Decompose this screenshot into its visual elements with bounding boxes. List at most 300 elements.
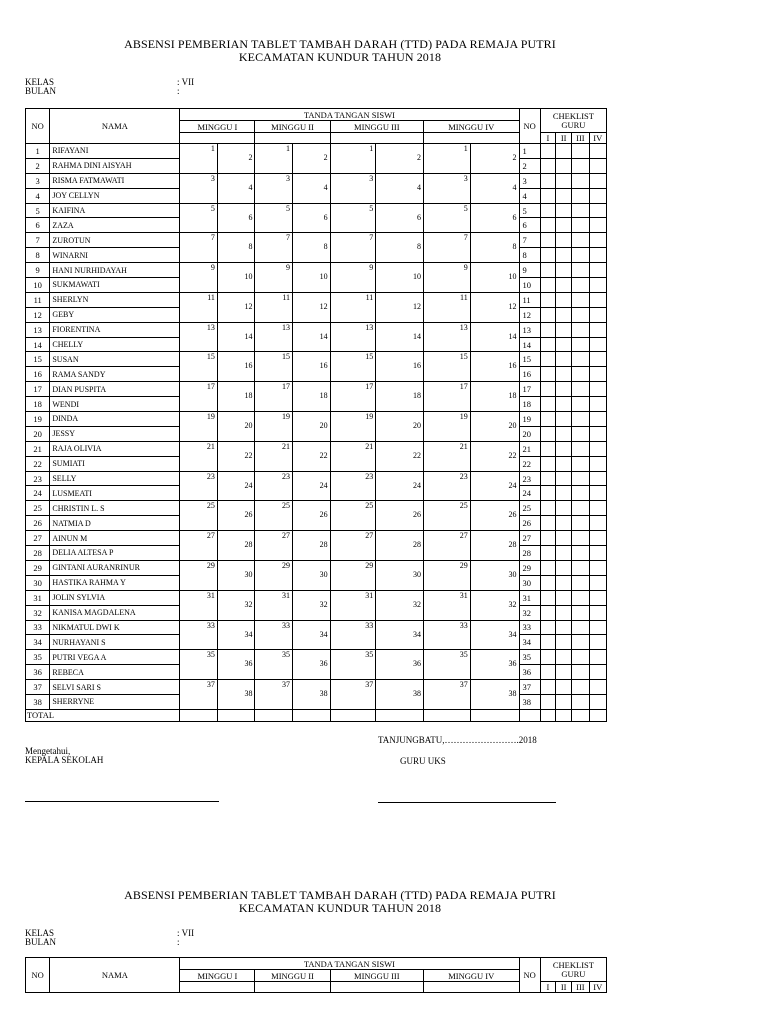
signature-cell-even[interactable] [376,680,424,710]
signature-cell-odd[interactable] [330,620,376,650]
checklist-cell[interactable] [589,546,606,561]
signature-cell-odd[interactable] [424,531,471,561]
checklist-cell[interactable] [556,575,572,590]
signature-cell-odd[interactable] [255,560,293,590]
checklist-cell[interactable] [540,144,555,159]
checklist-cell[interactable] [572,292,589,307]
checklist-cell[interactable] [589,203,606,218]
signature-cell-odd[interactable] [424,441,471,471]
checklist-cell[interactable] [572,456,589,471]
signature-cell-even[interactable] [376,471,424,501]
checklist-cell[interactable] [556,188,572,203]
signature-cell-odd[interactable] [180,620,218,650]
checklist-cell[interactable] [556,605,572,620]
checklist-cell[interactable] [556,560,572,575]
signature-cell-odd[interactable] [424,650,471,680]
checklist-cell[interactable] [540,694,555,709]
signature-cell-even[interactable] [217,620,255,650]
checklist-cell[interactable] [540,456,555,471]
signature-cell-even[interactable] [217,263,255,293]
signature-cell-odd[interactable] [424,560,471,590]
signature-cell-even[interactable] [217,144,255,174]
checklist-cell[interactable] [572,322,589,337]
checklist-cell[interactable] [589,531,606,546]
checklist-cell[interactable] [540,337,555,352]
checklist-cell[interactable] [540,158,555,173]
signature-cell-odd[interactable] [180,531,218,561]
checklist-cell[interactable] [540,665,555,680]
checklist-cell[interactable] [589,665,606,680]
checklist-cell[interactable] [572,278,589,293]
signature-cell-odd[interactable] [180,173,218,203]
signature-cell-even[interactable] [376,203,424,233]
checklist-cell[interactable] [540,412,555,427]
checklist-cell[interactable] [540,501,555,516]
signature-cell-even[interactable] [376,560,424,590]
checklist-cell[interactable] [540,188,555,203]
signature-cell-odd[interactable] [330,650,376,680]
checklist-cell[interactable] [540,278,555,293]
signature-cell-even[interactable] [293,352,331,382]
signature-cell-even[interactable] [293,650,331,680]
signature-cell-odd[interactable] [424,173,471,203]
checklist-cell[interactable] [556,158,572,173]
signature-cell-odd[interactable] [424,471,471,501]
signature-cell-odd[interactable] [180,352,218,382]
signature-cell-odd[interactable] [180,560,218,590]
signature-cell-even[interactable] [293,292,331,322]
checklist-cell[interactable] [589,605,606,620]
checklist-cell[interactable] [589,382,606,397]
checklist-cell[interactable] [556,441,572,456]
checklist-cell[interactable] [572,307,589,322]
signature-cell-even[interactable] [217,233,255,263]
signature-cell-even[interactable] [217,173,255,203]
checklist-cell[interactable] [556,233,572,248]
signature-cell-odd[interactable] [330,292,376,322]
signature-cell-odd[interactable] [255,382,293,412]
signature-cell-odd[interactable] [255,680,293,710]
checklist-cell[interactable] [540,173,555,188]
signature-cell-even[interactable] [293,412,331,442]
signature-cell-even[interactable] [470,292,519,322]
signature-cell-odd[interactable] [424,292,471,322]
signature-cell-odd[interactable] [180,441,218,471]
signature-cell-odd[interactable] [180,412,218,442]
signature-cell-odd[interactable] [424,620,471,650]
checklist-cell[interactable] [556,382,572,397]
checklist-cell[interactable] [589,620,606,635]
checklist-cell[interactable] [540,248,555,263]
signature-cell-odd[interactable] [255,620,293,650]
checklist-cell[interactable] [572,516,589,531]
checklist-cell[interactable] [572,605,589,620]
checklist-cell[interactable] [589,397,606,412]
checklist-cell[interactable] [540,426,555,441]
checklist-cell[interactable] [540,635,555,650]
checklist-cell[interactable] [589,263,606,278]
signature-cell-odd[interactable] [255,590,293,620]
signature-cell-even[interactable] [376,441,424,471]
checklist-cell[interactable] [589,218,606,233]
checklist-cell[interactable] [572,263,589,278]
signature-cell-even[interactable] [376,590,424,620]
signature-cell-odd[interactable] [424,203,471,233]
checklist-cell[interactable] [589,575,606,590]
checklist-cell[interactable] [540,620,555,635]
checklist-cell[interactable] [556,531,572,546]
checklist-cell[interactable] [589,173,606,188]
checklist-cell[interactable] [556,278,572,293]
signature-cell-odd[interactable] [180,144,218,174]
signature-cell-even[interactable] [217,441,255,471]
signature-cell-odd[interactable] [180,501,218,531]
checklist-cell[interactable] [556,620,572,635]
signature-cell-even[interactable] [376,382,424,412]
checklist-cell[interactable] [572,620,589,635]
checklist-cell[interactable] [556,635,572,650]
checklist-cell[interactable] [540,486,555,501]
signature-cell-even[interactable] [470,441,519,471]
checklist-cell[interactable] [589,635,606,650]
checklist-cell[interactable] [572,590,589,605]
checklist-cell[interactable] [572,426,589,441]
signature-cell-even[interactable] [376,233,424,263]
signature-cell-even[interactable] [470,144,519,174]
checklist-cell[interactable] [572,635,589,650]
checklist-cell[interactable] [556,263,572,278]
checklist-cell[interactable] [556,516,572,531]
signature-cell-odd[interactable] [424,322,471,352]
checklist-cell[interactable] [540,650,555,665]
checklist-cell[interactable] [572,665,589,680]
signature-cell-even[interactable] [293,322,331,352]
checklist-cell[interactable] [540,516,555,531]
checklist-cell[interactable] [540,218,555,233]
checklist-cell[interactable] [589,456,606,471]
signature-cell-even[interactable] [293,501,331,531]
checklist-cell[interactable] [589,650,606,665]
checklist-cell[interactable] [540,560,555,575]
checklist-cell[interactable] [556,412,572,427]
signature-cell-odd[interactable] [424,263,471,293]
checklist-cell[interactable] [556,173,572,188]
signature-cell-odd[interactable] [180,471,218,501]
signature-cell-even[interactable] [470,531,519,561]
signature-cell-odd[interactable] [330,501,376,531]
checklist-cell[interactable] [540,352,555,367]
signature-cell-even[interactable] [376,412,424,442]
signature-cell-odd[interactable] [330,263,376,293]
signature-cell-odd[interactable] [330,382,376,412]
checklist-cell[interactable] [572,501,589,516]
signature-cell-even[interactable] [293,590,331,620]
checklist-cell[interactable] [556,694,572,709]
checklist-cell[interactable] [572,412,589,427]
checklist-cell[interactable] [540,397,555,412]
signature-cell-odd[interactable] [255,144,293,174]
checklist-cell[interactable] [540,531,555,546]
signature-cell-odd[interactable] [180,680,218,710]
signature-cell-even[interactable] [470,501,519,531]
checklist-cell[interactable] [589,367,606,382]
signature-cell-odd[interactable] [180,233,218,263]
signature-cell-odd[interactable] [330,352,376,382]
checklist-cell[interactable] [556,471,572,486]
signature-cell-even[interactable] [217,352,255,382]
signature-cell-odd[interactable] [330,144,376,174]
signature-cell-even[interactable] [293,144,331,174]
checklist-cell[interactable] [556,426,572,441]
checklist-cell[interactable] [556,665,572,680]
signature-cell-odd[interactable] [424,590,471,620]
checklist-cell[interactable] [589,144,606,159]
signature-cell-even[interactable] [217,531,255,561]
signature-cell-even[interactable] [217,292,255,322]
signature-cell-even[interactable] [217,203,255,233]
checklist-cell[interactable] [572,188,589,203]
signature-cell-odd[interactable] [424,501,471,531]
checklist-cell[interactable] [572,471,589,486]
signature-cell-even[interactable] [293,560,331,590]
signature-cell-even[interactable] [293,203,331,233]
checklist-cell[interactable] [540,441,555,456]
signature-cell-odd[interactable] [330,531,376,561]
checklist-cell[interactable] [589,307,606,322]
checklist-cell[interactable] [556,546,572,561]
signature-cell-odd[interactable] [330,441,376,471]
signature-cell-even[interactable] [470,352,519,382]
signature-cell-even[interactable] [376,173,424,203]
signature-cell-even[interactable] [470,263,519,293]
checklist-cell[interactable] [589,158,606,173]
signature-cell-even[interactable] [293,680,331,710]
signature-cell-odd[interactable] [180,203,218,233]
checklist-cell[interactable] [572,680,589,695]
signature-cell-odd[interactable] [424,412,471,442]
checklist-cell[interactable] [540,546,555,561]
checklist-cell[interactable] [572,650,589,665]
signature-cell-odd[interactable] [255,412,293,442]
signature-cell-odd[interactable] [255,650,293,680]
signature-cell-even[interactable] [293,441,331,471]
signature-cell-odd[interactable] [180,382,218,412]
checklist-cell[interactable] [556,456,572,471]
checklist-cell[interactable] [589,486,606,501]
checklist-cell[interactable] [556,397,572,412]
checklist-cell[interactable] [589,248,606,263]
signature-cell-even[interactable] [470,233,519,263]
signature-cell-even[interactable] [470,412,519,442]
signature-cell-even[interactable] [293,263,331,293]
signature-cell-odd[interactable] [424,144,471,174]
signature-cell-odd[interactable] [255,203,293,233]
signature-cell-even[interactable] [293,620,331,650]
signature-cell-odd[interactable] [330,471,376,501]
signature-cell-odd[interactable] [255,322,293,352]
checklist-cell[interactable] [556,203,572,218]
signature-cell-even[interactable] [376,322,424,352]
checklist-cell[interactable] [556,307,572,322]
checklist-cell[interactable] [556,248,572,263]
checklist-cell[interactable] [556,486,572,501]
signature-cell-even[interactable] [293,233,331,263]
checklist-cell[interactable] [540,367,555,382]
checklist-cell[interactable] [589,501,606,516]
checklist-cell[interactable] [589,188,606,203]
signature-cell-odd[interactable] [330,173,376,203]
checklist-cell[interactable] [556,144,572,159]
checklist-cell[interactable] [572,367,589,382]
checklist-cell[interactable] [540,382,555,397]
checklist-cell[interactable] [540,471,555,486]
signature-cell-even[interactable] [217,590,255,620]
signature-cell-even[interactable] [217,501,255,531]
checklist-cell[interactable] [556,590,572,605]
signature-cell-odd[interactable] [330,680,376,710]
checklist-cell[interactable] [572,173,589,188]
signature-cell-odd[interactable] [255,263,293,293]
signature-cell-even[interactable] [293,382,331,412]
signature-cell-odd[interactable] [180,590,218,620]
checklist-cell[interactable] [572,546,589,561]
signature-cell-odd[interactable] [330,412,376,442]
signature-cell-even[interactable] [217,322,255,352]
signature-cell-even[interactable] [293,531,331,561]
checklist-cell[interactable] [589,694,606,709]
checklist-cell[interactable] [556,292,572,307]
signature-cell-odd[interactable] [330,233,376,263]
checklist-cell[interactable] [589,337,606,352]
signature-cell-even[interactable] [470,560,519,590]
signature-cell-even[interactable] [470,322,519,352]
checklist-cell[interactable] [540,322,555,337]
checklist-cell[interactable] [540,575,555,590]
checklist-cell[interactable] [589,441,606,456]
signature-cell-odd[interactable] [255,292,293,322]
checklist-cell[interactable] [540,263,555,278]
signature-cell-odd[interactable] [180,292,218,322]
checklist-cell[interactable] [540,307,555,322]
signature-cell-even[interactable] [376,531,424,561]
checklist-cell[interactable] [540,680,555,695]
signature-cell-even[interactable] [376,352,424,382]
signature-cell-odd[interactable] [255,233,293,263]
checklist-cell[interactable] [572,144,589,159]
signature-cell-odd[interactable] [255,501,293,531]
signature-cell-odd[interactable] [180,322,218,352]
signature-cell-odd[interactable] [330,560,376,590]
signature-cell-even[interactable] [470,471,519,501]
checklist-cell[interactable] [556,322,572,337]
checklist-cell[interactable] [589,412,606,427]
checklist-cell[interactable] [572,248,589,263]
checklist-cell[interactable] [589,560,606,575]
signature-cell-even[interactable] [376,501,424,531]
signature-cell-even[interactable] [376,292,424,322]
checklist-cell[interactable] [556,501,572,516]
checklist-cell[interactable] [572,575,589,590]
signature-cell-odd[interactable] [424,680,471,710]
signature-cell-even[interactable] [470,650,519,680]
signature-cell-odd[interactable] [255,531,293,561]
signature-cell-even[interactable] [470,173,519,203]
checklist-cell[interactable] [589,292,606,307]
checklist-cell[interactable] [572,694,589,709]
checklist-cell[interactable] [540,292,555,307]
checklist-cell[interactable] [572,441,589,456]
signature-cell-even[interactable] [217,412,255,442]
checklist-cell[interactable] [540,605,555,620]
checklist-cell[interactable] [572,233,589,248]
signature-cell-even[interactable] [376,144,424,174]
checklist-cell[interactable] [589,590,606,605]
checklist-cell[interactable] [589,680,606,695]
signature-cell-even[interactable] [217,382,255,412]
signature-cell-even[interactable] [293,471,331,501]
checklist-cell[interactable] [589,516,606,531]
signature-cell-even[interactable] [470,382,519,412]
checklist-cell[interactable] [589,426,606,441]
signature-cell-even[interactable] [376,650,424,680]
checklist-cell[interactable] [540,233,555,248]
checklist-cell[interactable] [572,531,589,546]
signature-cell-odd[interactable] [255,173,293,203]
signature-cell-even[interactable] [217,650,255,680]
checklist-cell[interactable] [556,337,572,352]
signature-cell-odd[interactable] [330,590,376,620]
checklist-cell[interactable] [556,680,572,695]
checklist-cell[interactable] [572,486,589,501]
checklist-cell[interactable] [556,218,572,233]
signature-cell-odd[interactable] [255,352,293,382]
checklist-cell[interactable] [556,352,572,367]
checklist-cell[interactable] [572,203,589,218]
signature-cell-even[interactable] [470,680,519,710]
signature-cell-odd[interactable] [255,441,293,471]
checklist-cell[interactable] [572,382,589,397]
signature-cell-even[interactable] [470,590,519,620]
signature-cell-odd[interactable] [330,203,376,233]
signature-cell-even[interactable] [293,173,331,203]
checklist-cell[interactable] [556,367,572,382]
checklist-cell[interactable] [540,203,555,218]
signature-cell-odd[interactable] [424,233,471,263]
signature-cell-odd[interactable] [424,352,471,382]
signature-cell-odd[interactable] [424,382,471,412]
signature-cell-odd[interactable] [255,471,293,501]
checklist-cell[interactable] [540,590,555,605]
checklist-cell[interactable] [589,322,606,337]
checklist-cell[interactable] [556,650,572,665]
checklist-cell[interactable] [572,560,589,575]
signature-cell-even[interactable] [376,620,424,650]
checklist-cell[interactable] [572,352,589,367]
checklist-cell[interactable] [572,218,589,233]
signature-cell-odd[interactable] [180,650,218,680]
signature-cell-even[interactable] [376,263,424,293]
checklist-cell[interactable] [572,158,589,173]
signature-cell-even[interactable] [470,620,519,650]
signature-cell-even[interactable] [217,680,255,710]
checklist-cell[interactable] [572,397,589,412]
checklist-cell[interactable] [572,337,589,352]
signature-cell-even[interactable] [217,471,255,501]
checklist-cell[interactable] [589,278,606,293]
checklist-cell[interactable] [589,352,606,367]
signature-cell-odd[interactable] [330,322,376,352]
signature-cell-even[interactable] [470,203,519,233]
